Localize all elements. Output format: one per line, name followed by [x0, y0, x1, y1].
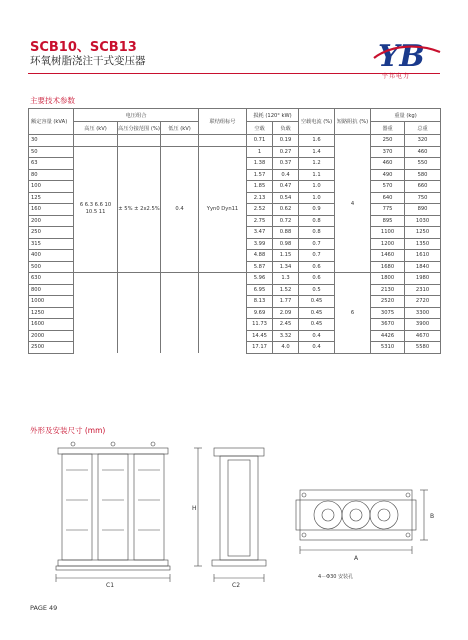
table-cell: 3075 — [371, 307, 405, 319]
table-cell: 125 — [29, 192, 74, 204]
table-cell: 3300 — [405, 307, 441, 319]
table-cell: 750 — [405, 192, 441, 204]
table-cell: 3900 — [405, 319, 441, 331]
table-cell: 0.71 — [247, 135, 273, 147]
logo-letters: YB — [378, 39, 425, 72]
table-cell: 1800 — [371, 273, 405, 285]
page-title: SCB10、SCB13 — [30, 40, 137, 55]
table-row — [29, 146, 441, 158]
table-cell: 775 — [371, 204, 405, 216]
label-holes: 4－Φ30 安装孔 — [318, 574, 354, 580]
table-cell: 0.6 — [299, 273, 335, 285]
logo-caption: 宇邦电力 — [382, 73, 411, 80]
impedance-cell-a: 4 — [335, 135, 371, 273]
front-view — [56, 442, 170, 582]
vector-cell: Yyn0 Dyn11 — [199, 146, 247, 273]
table-cell — [74, 284, 118, 296]
label-a: A — [354, 555, 359, 562]
lv-cell: 0.4 — [161, 146, 199, 273]
table-cell: 4670 — [405, 330, 441, 342]
table-cell: 630 — [29, 273, 74, 285]
table-cell: 640 — [371, 192, 405, 204]
table-cell — [118, 342, 161, 354]
table-cell: 1250 — [29, 307, 74, 319]
table-cell — [161, 296, 199, 308]
col-losses: 损耗 (120° kW) — [247, 109, 299, 122]
table-cell: 5.87 — [247, 261, 273, 273]
table-cell — [199, 330, 247, 342]
impedance-cell-b: 6 — [335, 273, 371, 354]
table-cell: 1.4 — [299, 146, 335, 158]
col-lv: 低压 (kV) — [161, 122, 199, 135]
table-cell: 6.95 — [247, 284, 273, 296]
table-cell: 0.45 — [299, 307, 335, 319]
table-cell: 160 — [29, 204, 74, 216]
col-impedance: 短路阻抗 (%) — [335, 109, 371, 135]
spec-section-title: 主要技术参数 — [30, 96, 75, 105]
col-no-load-current: 空载电流 (%) — [299, 109, 335, 135]
table-cell — [199, 296, 247, 308]
table-cell: 1.0 — [299, 181, 335, 193]
table-cell: 250 — [29, 227, 74, 239]
table-cell: 0.98 — [273, 238, 299, 250]
col-vector-group: 联结组标号 — [199, 109, 247, 135]
table-cell: 2130 — [371, 284, 405, 296]
table-cell: 30 — [29, 135, 74, 147]
side-view — [194, 448, 266, 582]
table-cell: 4.0 — [273, 342, 299, 354]
table-cell — [74, 296, 118, 308]
table-cell: 1840 — [405, 261, 441, 273]
hv-cell: 6 6.3 6.6 10 10.5 11 — [74, 146, 118, 273]
table-cell: 570 — [371, 181, 405, 193]
table-cell — [118, 296, 161, 308]
table-row — [29, 135, 441, 147]
table-cell — [161, 135, 199, 147]
table-cell: 11.73 — [247, 319, 273, 331]
table-cell: 14.45 — [247, 330, 273, 342]
table-cell: 9.69 — [247, 307, 273, 319]
table-cell — [199, 342, 247, 354]
spec-table-body — [29, 135, 441, 354]
table-cell: 1.1 — [299, 169, 335, 181]
table-cell: 50 — [29, 146, 74, 158]
table-cell — [118, 330, 161, 342]
table-cell: 2.52 — [247, 204, 273, 216]
header-divider — [28, 73, 440, 74]
table-cell: 63 — [29, 158, 74, 170]
table-cell — [74, 273, 118, 285]
table-cell: 1460 — [371, 250, 405, 262]
table-cell: 2.13 — [247, 192, 273, 204]
table-row — [29, 330, 441, 342]
table-cell: 3.32 — [273, 330, 299, 342]
table-cell: 5580 — [405, 342, 441, 354]
table-cell: 0.72 — [273, 215, 299, 227]
table-cell: 460 — [371, 158, 405, 170]
col-no-load: 空载 — [247, 122, 273, 135]
table-cell: 3.47 — [247, 227, 273, 239]
label-b: B — [430, 513, 435, 520]
table-cell: 0.54 — [273, 192, 299, 204]
table-row — [29, 342, 441, 354]
table-cell: 2.09 — [273, 307, 299, 319]
table-cell: 1350 — [405, 238, 441, 250]
table-cell: 0.9 — [299, 204, 335, 216]
table-cell: 0.88 — [273, 227, 299, 239]
table-cell — [199, 135, 247, 147]
table-cell: 3.99 — [247, 238, 273, 250]
table-cell: 490 — [371, 169, 405, 181]
col-body-weight: 器重 — [371, 122, 405, 135]
table-cell: 2310 — [405, 284, 441, 296]
table-cell: 2.75 — [247, 215, 273, 227]
table-cell: 0.45 — [299, 296, 335, 308]
table-cell: 1.15 — [273, 250, 299, 262]
table-cell: 1.85 — [247, 181, 273, 193]
table-row — [29, 273, 441, 285]
table-cell — [161, 307, 199, 319]
table-cell: 320 — [405, 135, 441, 147]
table-cell: 3670 — [371, 319, 405, 331]
table-row — [29, 307, 441, 319]
table-cell: 1600 — [29, 319, 74, 331]
col-load: 负载 — [273, 122, 299, 135]
table-cell — [118, 307, 161, 319]
table-cell: 0.45 — [299, 319, 335, 331]
table-cell: 890 — [405, 204, 441, 216]
table-cell: 2000 — [29, 330, 74, 342]
table-cell: 660 — [405, 181, 441, 193]
table-cell: 0.19 — [273, 135, 299, 147]
table-cell: 1610 — [405, 250, 441, 262]
table-cell: 1.38 — [247, 158, 273, 170]
table-cell — [74, 342, 118, 354]
label-h: H — [192, 505, 197, 512]
table-cell — [118, 319, 161, 331]
table-cell: 1.6 — [299, 135, 335, 147]
table-cell: 1000 — [29, 296, 74, 308]
col-voltage-combo: 电压组合 — [74, 109, 199, 122]
table-cell: 0.7 — [299, 250, 335, 262]
table-cell: 80 — [29, 169, 74, 181]
table-cell: 580 — [405, 169, 441, 181]
table-cell: 460 — [405, 146, 441, 158]
table-cell — [161, 273, 199, 285]
table-cell: 5310 — [371, 342, 405, 354]
table-cell: 1.2 — [299, 158, 335, 170]
table-cell: 1.0 — [299, 192, 335, 204]
table-cell — [199, 273, 247, 285]
table-cell: 1250 — [405, 227, 441, 239]
company-logo — [372, 38, 442, 72]
table-cell: 0.5 — [299, 284, 335, 296]
table-cell: 0.62 — [273, 204, 299, 216]
label-c2: C2 — [232, 582, 241, 589]
table-cell — [199, 319, 247, 331]
table-cell — [161, 342, 199, 354]
col-capacity: 额定容量 (kVA) — [29, 109, 74, 135]
col-tap-range: 高压分接范围 (%) — [118, 122, 161, 135]
table-cell: 550 — [405, 158, 441, 170]
table-cell — [74, 319, 118, 331]
table-cell: 17.17 — [247, 342, 273, 354]
table-cell: 895 — [371, 215, 405, 227]
table-cell — [161, 319, 199, 331]
plan-view — [296, 490, 428, 554]
table-cell: 4.88 — [247, 250, 273, 262]
table-cell: 4426 — [371, 330, 405, 342]
table-cell: 0.6 — [299, 261, 335, 273]
table-cell: 1030 — [405, 215, 441, 227]
table-cell — [199, 307, 247, 319]
spec-table — [28, 108, 441, 354]
table-cell: 1100 — [371, 227, 405, 239]
table-row — [29, 319, 441, 331]
dimension-section-title: 外形及安装尺寸 (mm) — [30, 426, 106, 435]
table-cell: 2720 — [405, 296, 441, 308]
col-hv: 高压 (kV) — [74, 122, 118, 135]
table-cell: 500 — [29, 261, 74, 273]
table-cell — [74, 307, 118, 319]
label-c1: C1 — [106, 582, 115, 589]
table-cell: 1.3 — [273, 273, 299, 285]
col-total-weight: 总重 — [405, 122, 441, 135]
table-cell — [161, 330, 199, 342]
col-weight: 重量 (kg) — [371, 109, 441, 122]
table-cell: 2.45 — [273, 319, 299, 331]
table-cell: 800 — [29, 284, 74, 296]
page-number: PAGE 49 — [30, 604, 58, 612]
dimension-drawing — [28, 440, 440, 590]
table-cell: 0.4 — [299, 342, 335, 354]
table-cell: 0.8 — [299, 215, 335, 227]
table-cell — [74, 135, 118, 147]
table-cell: 400 — [29, 250, 74, 262]
table-cell: 370 — [371, 146, 405, 158]
table-cell: 1.57 — [247, 169, 273, 181]
table-cell: 5.96 — [247, 273, 273, 285]
table-cell: 1.34 — [273, 261, 299, 273]
table-cell: 1980 — [405, 273, 441, 285]
table-cell: 0.8 — [299, 227, 335, 239]
table-cell: 0.4 — [273, 169, 299, 181]
table-cell — [199, 284, 247, 296]
table-cell: 0.4 — [299, 330, 335, 342]
table-row — [29, 284, 441, 296]
table-cell — [118, 284, 161, 296]
table-cell: 8.13 — [247, 296, 273, 308]
table-cell — [161, 284, 199, 296]
table-cell: 1.52 — [273, 284, 299, 296]
table-cell: 1 — [247, 146, 273, 158]
table-cell: 0.47 — [273, 181, 299, 193]
table-cell: 200 — [29, 215, 74, 227]
table-cell: 0.37 — [273, 158, 299, 170]
table-cell: 2500 — [29, 342, 74, 354]
table-cell: 0.7 — [299, 238, 335, 250]
tap-cell: ± 5% ± 2x2.5% — [118, 146, 161, 273]
table-cell: 1.77 — [273, 296, 299, 308]
table-row — [29, 296, 441, 308]
table-cell — [118, 135, 161, 147]
table-cell: 100 — [29, 181, 74, 193]
table-cell: 250 — [371, 135, 405, 147]
page-subtitle: 环氧树脂浇注干式变压器 — [30, 55, 146, 67]
table-cell: 1200 — [371, 238, 405, 250]
table-cell — [74, 330, 118, 342]
table-cell: 1680 — [371, 261, 405, 273]
table-cell: 0.27 — [273, 146, 299, 158]
table-cell: 315 — [29, 238, 74, 250]
table-cell — [118, 273, 161, 285]
table-cell: 2520 — [371, 296, 405, 308]
